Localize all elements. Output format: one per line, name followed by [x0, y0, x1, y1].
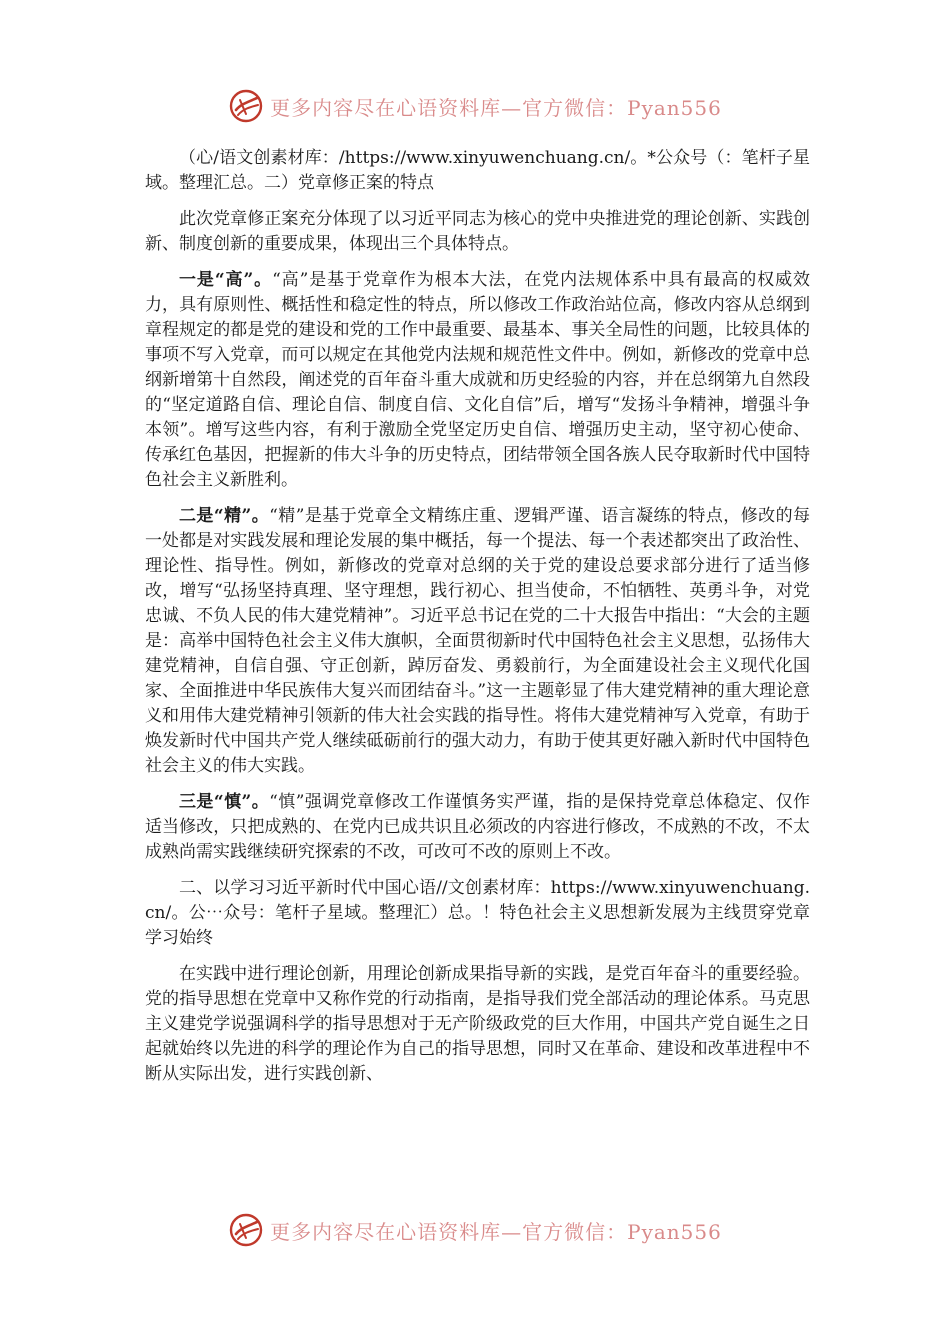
header-watermark-banner [0, 84, 950, 128]
paragraph-lead: 一是“高”。 [179, 270, 273, 290]
book-logo-icon [228, 88, 264, 124]
document-body [145, 146, 810, 1098]
header-watermark-text: 更多内容尽在心语资料库—官方微信：Pyan556 [270, 95, 722, 120]
paragraph-text: 二、以学习习近平新时代中国心语//文创素材库：https://www.xinyuwenchuang.cn/。公⋯众号：笔杆子星域。整理汇）总。！特色社会主义思想新发展为主线贯穿党章学习始终 [145, 878, 810, 948]
book-logo-icon [228, 1212, 264, 1248]
section-heading-two [145, 876, 810, 951]
footer-watermark-text: 更多内容尽在心语资料库—官方微信：Pyan556 [270, 1219, 722, 1244]
paragraph-text: “高”是基于党章作为根本大法，在党内法规体系中具有最高的权威效力，具有原则性、概括性和稳定性的特点，所以修改工作政治站位高，修改内容从总纲到章程规定的都是党的建设和党的工作中最重要、最基本、事关全局性的问题，比较具体的事项不写入党章，而可以规定在其他党内法规和规范性文件中。例如，新修改的党章中总纲新增第十自然段，阐述党的百年奋斗重大成就和历史经验的内容，并在总纲第九自然段的“坚定道路自信、理论自信、制度自信、文化自信”后，增写“发扬斗争精神，增强斗争本领”。增写这些内容，有利于激励全党坚定历史自信、增强历史主动，坚守初心使命、传承红色基因，把握新的伟大斗争的历史特点，团结带领全国各族人民夺取新时代中国特色社会主义新胜利。 [145, 270, 810, 490]
paragraph-lead: 二是“精”。 [179, 506, 270, 526]
paragraph-feature-prudent [145, 790, 810, 865]
paragraph-theory-innovation [145, 962, 810, 1087]
paragraph-feature-refined [145, 504, 810, 779]
paragraph-text: （心/语文创素材库：/https://www.xinyuwenchuang.cn/。*公众号（：笔杆子星域。整理汇总。二）党章修正案的特点 [145, 148, 810, 193]
paragraph-intro [145, 207, 810, 257]
paragraph-text: “精”是基于党章全文精练庄重、逻辑严谨、语言凝练的特点，修改的每一处都是对实践发展和理论发展的集中概括，每一个提法、每一个表述都突出了政治性、理论性、指导性。例如，新修改的党章对总纲的关于党的建设总要求部分进行了适当修改，增写“弘扬坚持真理、坚守理想，践行初心、担当使命，不怕牺牲、英勇斗争，对党忠诚、不负人民的伟大建党精神”。习近平总书记在党的二十大报告中指出：“大会的主题是：高举中国特色社会主义伟大旗帜，全面贯彻新时代中国特色社会主义思想，弘扬伟大建党精神，自信自强、守正创新，踔厉奋发、勇毅前行，为全面建设社会主义现代化国家、全面推进中华民族伟大复兴而团结奋斗。”这一主题彰显了伟大建党精神的重大理论意义和用伟大建党精神引领新的伟大社会实践的指导性。将伟大建党精神写入党章，有助于焕发新时代中国共产党人继续砥砺前行的强大动力，有助于使其更好融入新时代中国特色社会主义的伟大实践。 [145, 506, 810, 776]
paragraph-text: 在实践中进行理论创新，用理论创新成果指导新的实践，是党百年奋斗的重要经验。党的指导思想在党章中又称作党的行动指南，是指导我们党全部活动的理论体系。马克思主义建党学说强调科学的指导思想对于无产阶级政党的巨大作用，中国共产党自诞生之日起就始终以先进的科学的理论作为自己的指导思想，同时又在革命、建设和改革进程中不断从实际出发，进行实践创新、 [145, 964, 810, 1084]
paragraph-text: 此次党章修正案充分体现了以习近平同志为核心的党中央推进党的理论创新、实践创新、制度创新的重要成果，体现出三个具体特点。 [145, 209, 810, 254]
paragraph-text: “慎”强调党章修改工作谨慎务实严谨，指的是保持党章总体稳定、仅作适当修改，只把成熟的、在党内已成共识且必须改的内容进行修改，不成熟的不改，不太成熟尚需实践继续研究探索的不改，可改可不改的原则上不改。 [145, 792, 810, 862]
paragraph-lead: 三是“慎”。 [179, 792, 270, 812]
paragraph-source-note [145, 146, 810, 196]
paragraph-feature-high [145, 268, 810, 493]
footer-watermark-banner [0, 1208, 950, 1252]
